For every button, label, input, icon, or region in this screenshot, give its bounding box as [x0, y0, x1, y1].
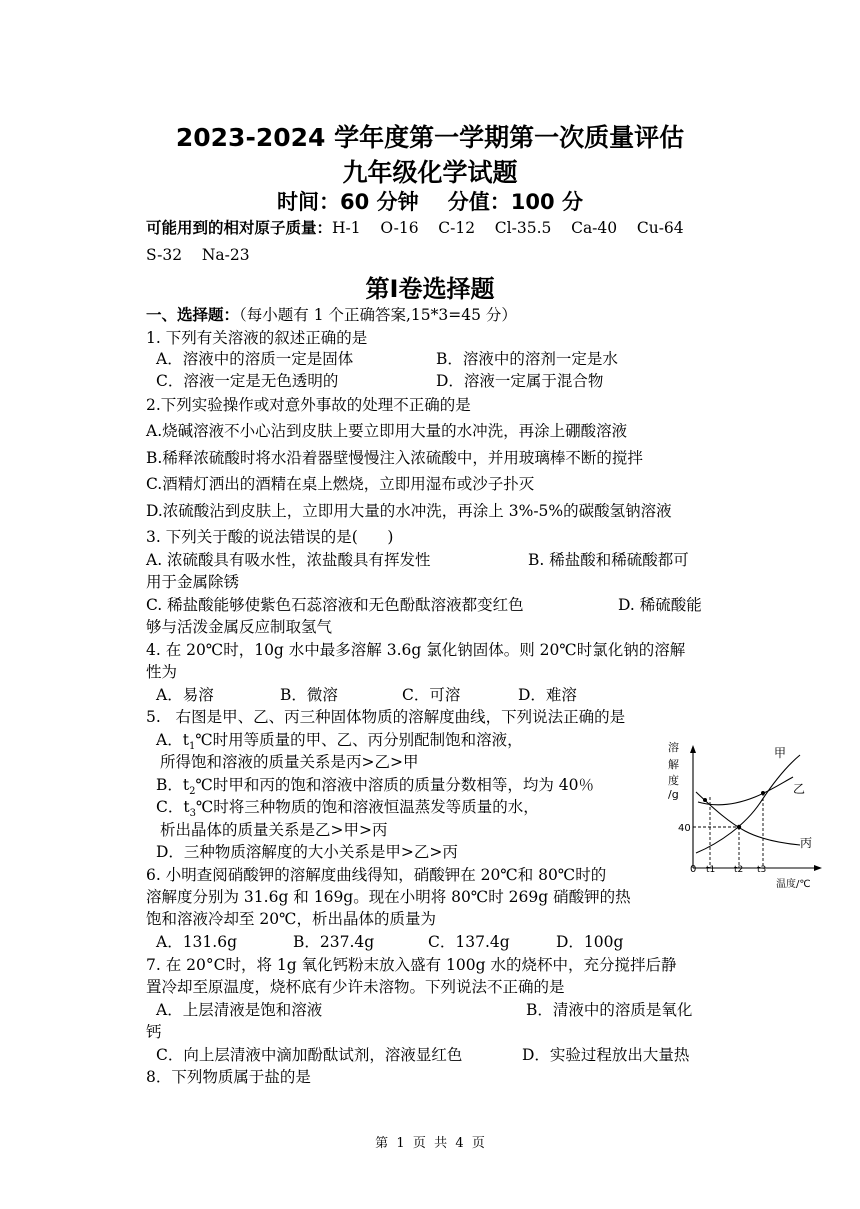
- atomic-mass-line2: S-32 Na-23: [146, 246, 250, 264]
- x-label: 温度/℃: [776, 879, 811, 890]
- q6-option-a: A．131.6g: [156, 933, 237, 951]
- tick-t2: t2: [734, 865, 744, 875]
- q5-a-pre: A．t: [156, 731, 189, 749]
- q5-a-post: ℃时用等质量的甲、乙、丙分别配制饱和溶液，: [195, 731, 523, 749]
- q2-stem: 2.下列实验操作或对意外事故的处理不正确的是: [146, 396, 471, 414]
- q5-b-post: ℃时甲和丙的饱和溶液中溶质的质量分数相等，均为 40％: [195, 776, 594, 794]
- x-axis-arrow: [814, 865, 822, 871]
- q2-option-b: B.稀释浓硫酸时将水沿着器壁慢慢注入浓硫酸中，并用玻璃棒不断的搅拌: [146, 449, 643, 467]
- exam-subtitle: 九年级化学试题: [342, 158, 518, 187]
- origin-label: 0: [690, 864, 697, 875]
- q2-option-a: A.烧碱溶液不小心沾到皮肤上要立即用大量的水冲洗，再涂上硼酸溶液: [146, 422, 628, 440]
- section-instruction: [146, 305, 517, 325]
- q2-option-c: C.酒精灯洒出的酒精在桌上燃烧，立即用湿布或沙子扑灭: [146, 475, 535, 493]
- q7-stem: 7. 在 20°C时，将 1g 氧化钙粉末放入盛有 100g 水的烧杯中，充分搅拌后静: [146, 956, 677, 974]
- q5-c-post: ℃时将三种物质的饱和溶液恒温蒸发等质量的水，: [195, 798, 539, 816]
- q1-option-a: A．溶液中的溶质一定是固体: [156, 350, 354, 368]
- q7-option-b: B．清液中的溶质是氧化: [526, 1001, 693, 1019]
- atomic-mass-label: 可能用到的相对原子质量：: [146, 219, 333, 237]
- atomic-mass-values: H-1 O-16 C-12 Cl-35.5 Ca-40 Cu-64: [332, 219, 684, 237]
- q3-option-b-cont: 用于金属除锈: [146, 573, 240, 591]
- q6-option-b: B．237.4g: [293, 933, 375, 951]
- q4-option-c: C．可溶: [402, 686, 461, 704]
- q3-option-d: D. 稀硫酸能: [618, 596, 702, 614]
- q5-option-a-cont: 所得饱和溶液的质量关系是丙>乙>甲: [160, 753, 419, 771]
- q7-option-a: A．上层清液是饱和溶液: [156, 1001, 323, 1019]
- q5-option-c-cont: 析出晶体的质量关系是乙>甲>丙: [160, 821, 388, 839]
- section-title: 第Ⅰ卷选择题: [365, 275, 495, 303]
- intersection-t2: [737, 825, 741, 829]
- q4-option-d: D．难溶: [518, 686, 577, 704]
- q5-b-sub: 2: [189, 786, 196, 798]
- q5-c-pre: C．t: [156, 798, 190, 816]
- tick-t3: t3: [757, 865, 767, 875]
- q1-option-c: C．溶液一定是无色透明的: [156, 372, 339, 390]
- q7-stem-2: 置冷却至原温度，烧杯底有少许未溶物。下列说法不正确的是: [146, 978, 565, 996]
- q5-a-sub: 1: [188, 741, 196, 753]
- q8-stem: 8．下列物质属于盐的是: [146, 1068, 311, 1086]
- q4-option-b: B．微溶: [280, 686, 338, 704]
- q5-b-pre: B．t: [156, 776, 190, 794]
- q6-option-d: D．100g: [556, 933, 624, 951]
- q5-option-d: D．三种物质溶解度的大小关系是甲>乙>丙: [156, 843, 458, 861]
- y-axis-arrow: [690, 745, 696, 753]
- label-yi: 乙: [793, 782, 806, 796]
- q6-stem: 6. 小明查阅硝酸钾的溶解度曲线得知，硝酸钾在 20℃和 80℃时的: [146, 866, 607, 884]
- y-label-4: /g: [668, 788, 679, 801]
- q7-option-b-cont: 钙: [146, 1023, 162, 1041]
- q3-option-b: B. 稀盐酸和稀硫酸都可: [528, 551, 689, 569]
- q6-option-c: C．137.4g: [428, 933, 510, 951]
- q4-stem: 4. 在 20℃时，10g 水中最多溶解 3.6g 氯化钠固体。则 20℃时氯化钠的溶解: [146, 641, 686, 659]
- q1-stem: 1. 下列有关溶液的叙述正确的是: [146, 329, 368, 347]
- intersection-t1: [703, 798, 707, 802]
- q5-c-sub: 3: [189, 808, 196, 820]
- q1-option-b: B．溶液中的溶剂一定是水: [436, 350, 618, 368]
- tick-t1: t1: [706, 865, 716, 875]
- q4-stem-cont: 性为: [146, 663, 178, 681]
- q2-option-d: D.浓硫酸沾到皮肤上，立即用大量的水冲洗，再涂上 3%-5%的碳酸氢钠溶液: [146, 502, 672, 520]
- q4-option-a: A．易溶: [156, 686, 214, 704]
- instruction-label: 一、选择题：: [146, 306, 240, 324]
- y-label-2: 解: [668, 758, 679, 771]
- q5-stem: 5. 右图是甲、乙、丙三种固体物质的溶解度曲线，下列说法正确的是: [146, 708, 626, 726]
- label-bing: 丙: [800, 836, 813, 850]
- q3-option-a: A. 浓硫酸具有吸水性，浓盐酸具有挥发性: [146, 551, 431, 569]
- time-score: 时间：60 分钟 分值：100 分: [277, 190, 583, 214]
- exam-title: 2023-2024 学年度第一学期第一次质量评估: [175, 123, 685, 152]
- tick-40: 40: [678, 823, 691, 834]
- y-label-1: 溶: [668, 741, 679, 754]
- q7-option-d: D．实验过程放出大量热: [522, 1046, 690, 1064]
- y-label-3: 度: [668, 774, 679, 787]
- atomic-mass-line: [146, 218, 684, 238]
- q3-option-c: C. 稀盐酸能够使紫色石蕊溶液和无色酚酞溶液都变红色: [146, 596, 524, 614]
- page-footer: 第 1 页 共 4 页: [375, 1136, 485, 1151]
- curve-yi-line: [698, 777, 793, 805]
- q1-option-d: D．溶液一定属于混合物: [436, 372, 604, 390]
- q7-option-c: C．向上层清液中滴加酚酞试剂，溶液显红色: [156, 1046, 463, 1064]
- solubility-graph: [660, 735, 830, 895]
- q3-option-d-cont: 够与活泼金属反应制取氢气: [146, 618, 333, 636]
- curve-jia-line: [696, 755, 800, 853]
- q6-stem-2: 溶解度分别为 31.6g 和 169g。现在小明将 80℃时 269g 硝酸钾的热: [146, 888, 631, 906]
- point-t3: [761, 791, 765, 795]
- label-jia: 甲: [774, 746, 787, 760]
- q3-stem: 3. 下列关于酸的说法错误的是( ): [146, 528, 394, 546]
- q6-stem-3: 饱和溶液冷却至 20℃，析出晶体的质量为: [146, 910, 436, 928]
- instruction-text: （每小题有 1 个正确答案,15*3=45 分）: [239, 306, 517, 324]
